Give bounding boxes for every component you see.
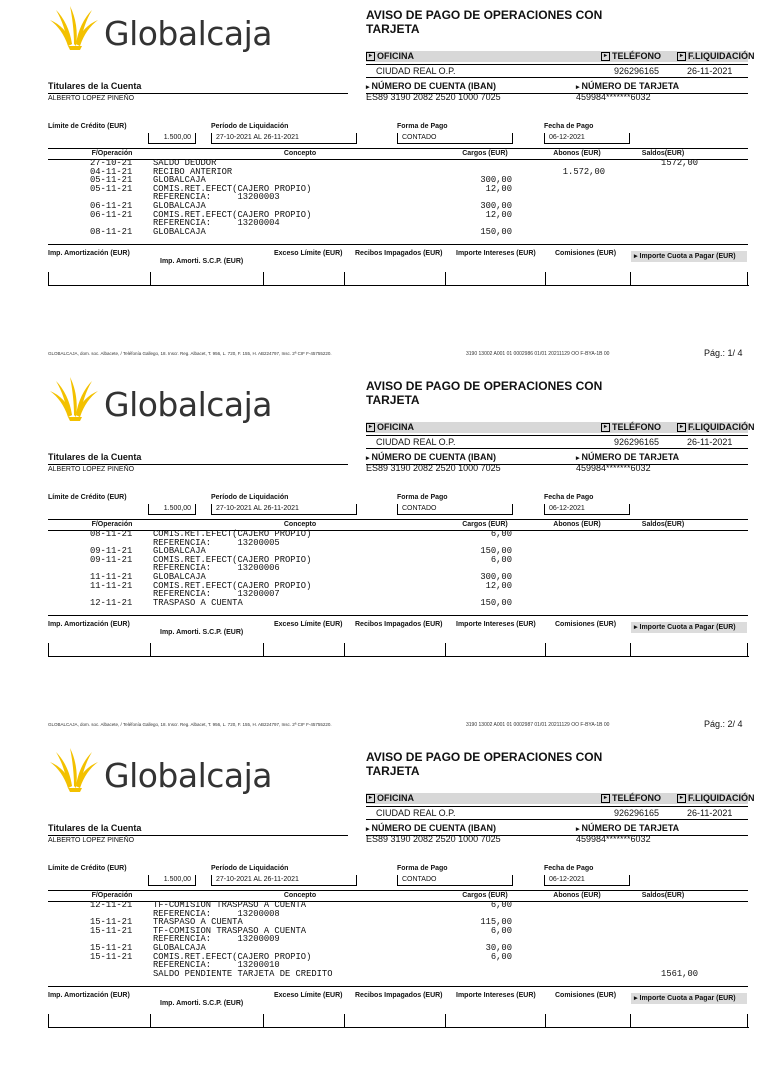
importe-cuota-text: Importe Cuota a Pagar (EUR) xyxy=(639,624,736,631)
legal-notice: GLOBALCAJA, dom. soc. Albacete, / Teléfonía Gallego, 18. Inscr. Reg. Albacet, T. 956, L. 720, F. 155, H. AB224797, Insc. 2ª CIF F-45755220. xyxy=(48,351,332,356)
row-concept: REFERENCIA: 13200008 xyxy=(153,908,280,919)
footer-total-box xyxy=(150,643,263,657)
row-date: 08-11-21 xyxy=(90,529,133,539)
comisiones-label: Comisiones (EUR) xyxy=(555,250,617,257)
fecha-pago-label: Fecha de Pago xyxy=(544,494,594,501)
row-date: 09-11-21 xyxy=(90,546,133,557)
footer-total-box xyxy=(150,272,263,286)
forma-pago-value: CONTADO xyxy=(397,133,513,144)
telefono-label-text: TELÉFONO xyxy=(612,422,661,432)
row-date: 12-11-21 xyxy=(90,900,133,910)
header-underline-2 xyxy=(366,77,748,78)
row-concept: COMIS.RET.EFECT(CAJERO PROPIO) xyxy=(153,951,312,962)
amortizacion-label: Imp. Amortización (EUR) xyxy=(48,250,130,257)
periodo-label: Período de Liquidación xyxy=(211,123,289,130)
importe-intereses-label: Importe Intereses (EUR) xyxy=(456,992,536,999)
header-underline-2 xyxy=(366,819,748,820)
recibos-impagados-label: Recibos Impagados (EUR) xyxy=(355,250,443,257)
arrow-right-icon: ▸ xyxy=(677,52,686,61)
row-date: 27-10-21 xyxy=(90,158,133,168)
telefono-label xyxy=(601,793,661,804)
row-date: 05-11-21 xyxy=(90,175,133,186)
row-cargo: 300,00 xyxy=(480,201,512,211)
row-date: 08-11-21 xyxy=(90,226,133,237)
titulares-label: Titulares de la Cuenta xyxy=(48,452,142,462)
row-concept: TF-COMISION TRASPASO A CUENTA xyxy=(153,925,307,936)
oficina-label-text: OFICINA xyxy=(377,793,414,803)
footer-total-box xyxy=(630,643,749,657)
fliquidacion-value: 26-11-2021 xyxy=(687,437,733,447)
row-cargo: 6,00 xyxy=(490,554,512,565)
fliquidacion-value: 26-11-2021 xyxy=(687,66,733,76)
fecha-pago-value: 06-12-2021 xyxy=(544,875,630,886)
concepto-header: Concepto xyxy=(283,892,317,899)
row-date: 11-11-21 xyxy=(90,580,133,591)
telefono-value: 926296165 xyxy=(614,437,660,447)
header-underline xyxy=(366,64,748,65)
footer-total-box xyxy=(263,1014,344,1028)
page-number: Pág.: 2/ 4 xyxy=(704,719,743,729)
oficina-value: CIUDAD REAL O.P. xyxy=(376,66,456,76)
amortizacion-label: Imp. Amortización (EUR) xyxy=(48,621,130,628)
row-cargo: 30,00 xyxy=(485,943,512,953)
footer-total-box xyxy=(48,272,150,286)
row-cargo: 6,00 xyxy=(490,529,512,539)
page-number: Pág.: 1/ 4 xyxy=(704,348,743,358)
iban-value: ES89 3190 2082 2520 1000 7025 xyxy=(366,92,501,102)
amortizacion-scp-label: Imp. Amorti. S.C.P. (EUR) xyxy=(160,258,244,265)
row-date: 15-11-21 xyxy=(90,943,133,953)
abonos-header: Abonos (EUR) xyxy=(553,892,601,899)
importe-cuota-label xyxy=(631,622,747,633)
table-top-line xyxy=(48,148,748,149)
row-date: 11-11-21 xyxy=(90,572,133,582)
limite-value: 1.500,00 xyxy=(148,133,196,144)
footer-total-box xyxy=(263,272,344,286)
arrow-right-icon: ▸ xyxy=(366,826,370,833)
row-concept: RECIBO ANTERIOR xyxy=(153,166,233,177)
titular-name: ALBERTO LOPEZ PINEÑO xyxy=(48,837,135,844)
fliquidacion-label-text: F.LIQUIDACIÓN xyxy=(688,793,755,803)
brand-name: Globalcaja xyxy=(104,385,273,424)
footer-right-edge xyxy=(747,643,748,657)
document-title: AVISO DE PAGO DE OPERACIONES CON TARJETA xyxy=(366,750,603,778)
row-date: 15-11-21 xyxy=(90,917,133,928)
brand-name: Globalcaja xyxy=(104,14,273,53)
row-concept: SALDO PENDIENTE TARJETA DE CREDITO xyxy=(153,968,333,979)
row-concept: TRASPASO A CUENTA xyxy=(153,917,243,928)
amortizacion-label: Imp. Amortización (EUR) xyxy=(48,992,130,999)
foperacion-header: F/Operación xyxy=(91,150,133,157)
tarjeta-value: 459984*******6032 xyxy=(576,834,651,844)
titular-name: ALBERTO LOPEZ PINEÑO xyxy=(48,95,135,102)
row-concept: TRASPASO A CUENTA xyxy=(153,597,243,608)
iban-value: ES89 3190 2082 2520 1000 7025 xyxy=(366,834,501,844)
row-cargo: 115,00 xyxy=(480,917,512,928)
arrow-right-icon: ▸ xyxy=(677,423,686,432)
row-date: 15-11-21 xyxy=(90,925,133,936)
footer-right-edge xyxy=(747,1014,748,1028)
footer-total-box xyxy=(150,1014,263,1028)
comisiones-label: Comisiones (EUR) xyxy=(555,621,617,628)
footer-total-box xyxy=(344,1014,445,1028)
fecha-pago-value: 06-12-2021 xyxy=(544,133,630,144)
footer-total-box xyxy=(445,1014,545,1028)
row-concept: GLOBALCAJA xyxy=(153,201,206,211)
fliquidacion-label-text: F.LIQUIDACIÓN xyxy=(688,422,755,432)
limite-value: 1.500,00 xyxy=(148,875,196,886)
recibos-impagados-label: Recibos Impagados (EUR) xyxy=(355,992,443,999)
document-title: AVISO DE PAGO DE OPERACIONES CON TARJETA xyxy=(366,379,603,407)
row-date: 06-11-21 xyxy=(90,209,133,220)
table-top-line xyxy=(48,890,748,891)
foperacion-header: F/Operación xyxy=(91,521,133,528)
cargos-header: Cargos (EUR) xyxy=(462,521,508,528)
brand-name: Globalcaja xyxy=(104,756,273,795)
abonos-header: Abonos (EUR) xyxy=(553,150,601,157)
row-cargo: 150,00 xyxy=(480,226,512,237)
arrow-right-icon: ▸ xyxy=(576,826,580,833)
row-date: 09-11-21 xyxy=(90,554,133,565)
row-concept: GLOBALCAJA xyxy=(153,546,206,557)
legal-notice: GLOBALCAJA, dom. soc. Albacete, / Teléfonía Gallego, 18. Inscr. Reg. Albacet, T. 956, L. 720, F. 155, H. AB224797, Insc. 2ª CIF F-45755220. xyxy=(48,722,332,727)
limite-label: Límite de Crédito (EUR) xyxy=(48,865,127,872)
row-date: 12-11-21 xyxy=(90,597,133,608)
saldos-header: Saldos(EUR) xyxy=(641,521,685,528)
row-date: 06-11-21 xyxy=(90,201,133,211)
titular-name: ALBERTO LOPEZ PINEÑO xyxy=(48,466,135,473)
telefono-label-text: TELÉFONO xyxy=(612,793,661,803)
row-concept: GLOBALCAJA xyxy=(153,175,206,186)
header-underline xyxy=(366,806,748,807)
row-concept: COMIS.RET.EFECT(CAJERO PROPIO) xyxy=(153,209,312,220)
importe-cuota-text: Importe Cuota a Pagar (EUR) xyxy=(639,253,736,260)
row-concept: REFERENCIA: 13200003 xyxy=(153,192,280,203)
arrow-right-icon: ▸ xyxy=(601,423,610,432)
row-date: 04-11-21 xyxy=(90,166,133,177)
globalcaja-logo xyxy=(48,748,278,798)
statement-page xyxy=(0,0,768,358)
row-concept: REFERENCIA: 13200007 xyxy=(153,589,280,600)
fecha-pago-value: 06-12-2021 xyxy=(544,504,630,515)
telefono-label xyxy=(601,422,661,433)
cargos-header: Cargos (EUR) xyxy=(462,150,508,157)
titulares-label: Titulares de la Cuenta xyxy=(48,81,142,91)
fliquidacion-label xyxy=(677,51,755,62)
tarjeta-label-text: NÚMERO DE TARJETA xyxy=(581,452,680,462)
statement-page xyxy=(0,371,768,729)
saldos-header: Saldos(EUR) xyxy=(641,150,685,157)
footer-total-box xyxy=(630,272,749,286)
limite-label: Límite de Crédito (EUR) xyxy=(48,494,127,501)
oficina-label xyxy=(366,422,414,433)
row-concept: REFERENCIA: 13200006 xyxy=(153,563,280,574)
arrow-right-icon: ▸ xyxy=(601,52,610,61)
abonos-header: Abonos (EUR) xyxy=(553,521,601,528)
periodo-value: 27-10-2021 AL 26-11-2021 xyxy=(211,504,357,515)
arrow-right-icon: ▸ xyxy=(366,84,370,91)
arrow-right-icon: ▸ xyxy=(634,624,638,631)
periodo-value: 27-10-2021 AL 26-11-2021 xyxy=(211,133,357,144)
row-cargo: 12,00 xyxy=(485,209,512,220)
telefono-label xyxy=(601,51,661,62)
titulares-label: Titulares de la Cuenta xyxy=(48,823,142,833)
footer-total-box xyxy=(263,643,344,657)
arrow-right-icon: ▸ xyxy=(601,794,610,803)
row-concept: TF-COMISION TRASPASO A CUENTA xyxy=(153,900,307,910)
oficina-label xyxy=(366,51,414,62)
forma-pago-label: Forma de Pago xyxy=(397,494,448,501)
row-date: 15-11-21 xyxy=(90,951,133,962)
tarjeta-label-text: NÚMERO DE TARJETA xyxy=(581,81,680,91)
forma-pago-label: Forma de Pago xyxy=(397,123,448,130)
arrow-right-icon: ▸ xyxy=(366,52,375,61)
footer-total-box xyxy=(48,643,150,657)
row-cargo: 300,00 xyxy=(480,175,512,186)
table-bottom-line xyxy=(48,244,748,245)
arrow-right-icon: ▸ xyxy=(576,84,580,91)
row-cargo: 150,00 xyxy=(480,597,512,608)
footer-total-box xyxy=(545,1014,631,1028)
arrow-right-icon: ▸ xyxy=(634,995,638,1002)
periodo-label: Período de Liquidación xyxy=(211,865,289,872)
row-saldo: 1572,00 xyxy=(661,158,698,168)
tarjeta-label-text: NÚMERO DE TARJETA xyxy=(581,823,680,833)
footer-total-box xyxy=(445,272,545,286)
periodo-label: Período de Liquidación xyxy=(211,494,289,501)
globalcaja-logo xyxy=(48,6,278,56)
footer-total-box xyxy=(48,1014,150,1028)
telefono-value: 926296165 xyxy=(614,66,660,76)
oficina-label-text: OFICINA xyxy=(377,51,414,61)
oficina-value: CIUDAD REAL O.P. xyxy=(376,808,456,818)
row-concept: COMIS.RET.EFECT(CAJERO PROPIO) xyxy=(153,580,312,591)
row-concept: COMIS.RET.EFECT(CAJERO PROPIO) xyxy=(153,529,312,539)
row-concept: REFERENCIA: 13200009 xyxy=(153,934,280,945)
arrow-right-icon: ▸ xyxy=(366,423,375,432)
globalcaja-logo xyxy=(48,377,278,427)
forma-pago-value: CONTADO xyxy=(397,504,513,515)
arrow-right-icon: ▸ xyxy=(677,794,686,803)
importe-intereses-label: Importe Intereses (EUR) xyxy=(456,250,536,257)
recibos-impagados-label: Recibos Impagados (EUR) xyxy=(355,621,443,628)
forma-pago-label: Forma de Pago xyxy=(397,865,448,872)
amortizacion-scp-label: Imp. Amorti. S.C.P. (EUR) xyxy=(160,1000,244,1007)
row-concept: GLOBALCAJA xyxy=(153,943,206,953)
row-abono: 1.572,00 xyxy=(562,166,605,177)
footer-right-edge xyxy=(747,272,748,286)
concepto-header: Concepto xyxy=(283,521,317,528)
row-concept: GLOBALCAJA xyxy=(153,572,206,582)
exceso-limite-label: Exceso Límite (EUR) xyxy=(274,621,343,628)
iban-label-text: NÚMERO DE CUENTA (IBAN) xyxy=(371,81,497,91)
row-date: 05-11-21 xyxy=(90,183,133,194)
fecha-pago-label: Fecha de Pago xyxy=(544,123,594,130)
tarjeta-value: 459984*******6032 xyxy=(576,463,651,473)
iban-label-text: NÚMERO DE CUENTA (IBAN) xyxy=(371,452,497,462)
fecha-pago-label: Fecha de Pago xyxy=(544,865,594,872)
saldos-header: Saldos(EUR) xyxy=(641,892,685,899)
footer-total-box xyxy=(445,643,545,657)
iban-label-text: NÚMERO DE CUENTA (IBAN) xyxy=(371,823,497,833)
oficina-label-text: OFICINA xyxy=(377,422,414,432)
header-underline xyxy=(366,435,748,436)
fliquidacion-label xyxy=(677,422,755,433)
document-title: AVISO DE PAGO DE OPERACIONES CON TARJETA xyxy=(366,8,603,36)
telefono-label-text: TELÉFONO xyxy=(612,51,661,61)
row-concept: REFERENCIA: 13200010 xyxy=(153,960,280,971)
row-saldo: 1561,00 xyxy=(661,968,698,979)
iban-value: ES89 3190 2082 2520 1000 7025 xyxy=(366,463,501,473)
amortizacion-scp-label: Imp. Amorti. S.C.P. (EUR) xyxy=(160,629,244,636)
row-cargo: 6,00 xyxy=(490,900,512,910)
limite-label: Límite de Crédito (EUR) xyxy=(48,123,127,130)
fliquidacion-label-text: F.LIQUIDACIÓN xyxy=(688,51,755,61)
foperacion-header: F/Operación xyxy=(91,892,133,899)
fliquidacion-value: 26-11-2021 xyxy=(687,808,733,818)
importe-intereses-label: Importe Intereses (EUR) xyxy=(456,621,536,628)
footer-total-box xyxy=(545,272,631,286)
footer-total-box xyxy=(344,643,445,657)
oficina-value: CIUDAD REAL O.P. xyxy=(376,437,456,447)
row-cargo: 6,00 xyxy=(490,951,512,962)
periodo-value: 27-10-2021 AL 26-11-2021 xyxy=(211,875,357,886)
tarjeta-value: 459984*******6032 xyxy=(576,92,651,102)
row-cargo: 150,00 xyxy=(480,546,512,557)
document-reference: 3190 13002 A001 01 0002987 01/01 20211129 OO F-BYA-1B 00 xyxy=(466,722,610,728)
arrow-right-icon: ▸ xyxy=(576,455,580,462)
arrow-right-icon: ▸ xyxy=(366,455,370,462)
row-concept: GLOBALCAJA xyxy=(153,226,206,237)
row-cargo: 300,00 xyxy=(480,572,512,582)
row-cargo: 6,00 xyxy=(490,925,512,936)
document-reference: 3190 13002 A001 01 0002986 01/01 20211129 OO F-BYA-1B 00 xyxy=(466,351,610,357)
telefono-value: 926296165 xyxy=(614,808,660,818)
cargos-header: Cargos (EUR) xyxy=(462,892,508,899)
row-concept: REFERENCIA: 13200005 xyxy=(153,537,280,548)
statement-page xyxy=(0,742,768,1092)
footer-total-box xyxy=(344,272,445,286)
row-cargo: 12,00 xyxy=(485,580,512,591)
footer-total-box xyxy=(630,1014,749,1028)
importe-cuota-text: Importe Cuota a Pagar (EUR) xyxy=(639,995,736,1002)
footer-total-box xyxy=(545,643,631,657)
table-bottom-line xyxy=(48,615,748,616)
row-concept: REFERENCIA: 13200004 xyxy=(153,218,280,229)
importe-cuota-label xyxy=(631,251,747,262)
table-top-line xyxy=(48,519,748,520)
header-underline-2 xyxy=(366,448,748,449)
importe-cuota-label xyxy=(631,993,747,1004)
oficina-label xyxy=(366,793,414,804)
row-concept: COMIS.RET.EFECT(CAJERO PROPIO) xyxy=(153,183,312,194)
table-bottom-line xyxy=(48,986,748,987)
row-concept: SALDO DEUDOR xyxy=(153,158,217,168)
row-cargo: 12,00 xyxy=(485,183,512,194)
exceso-limite-label: Exceso Límite (EUR) xyxy=(274,992,343,999)
limite-value: 1.500,00 xyxy=(148,504,196,515)
forma-pago-value: CONTADO xyxy=(397,875,513,886)
concepto-header: Concepto xyxy=(283,150,317,157)
arrow-right-icon: ▸ xyxy=(366,794,375,803)
comisiones-label: Comisiones (EUR) xyxy=(555,992,617,999)
fliquidacion-label xyxy=(677,793,755,804)
arrow-right-icon: ▸ xyxy=(634,253,638,260)
exceso-limite-label: Exceso Límite (EUR) xyxy=(274,250,343,257)
row-concept: COMIS.RET.EFECT(CAJERO PROPIO) xyxy=(153,554,312,565)
